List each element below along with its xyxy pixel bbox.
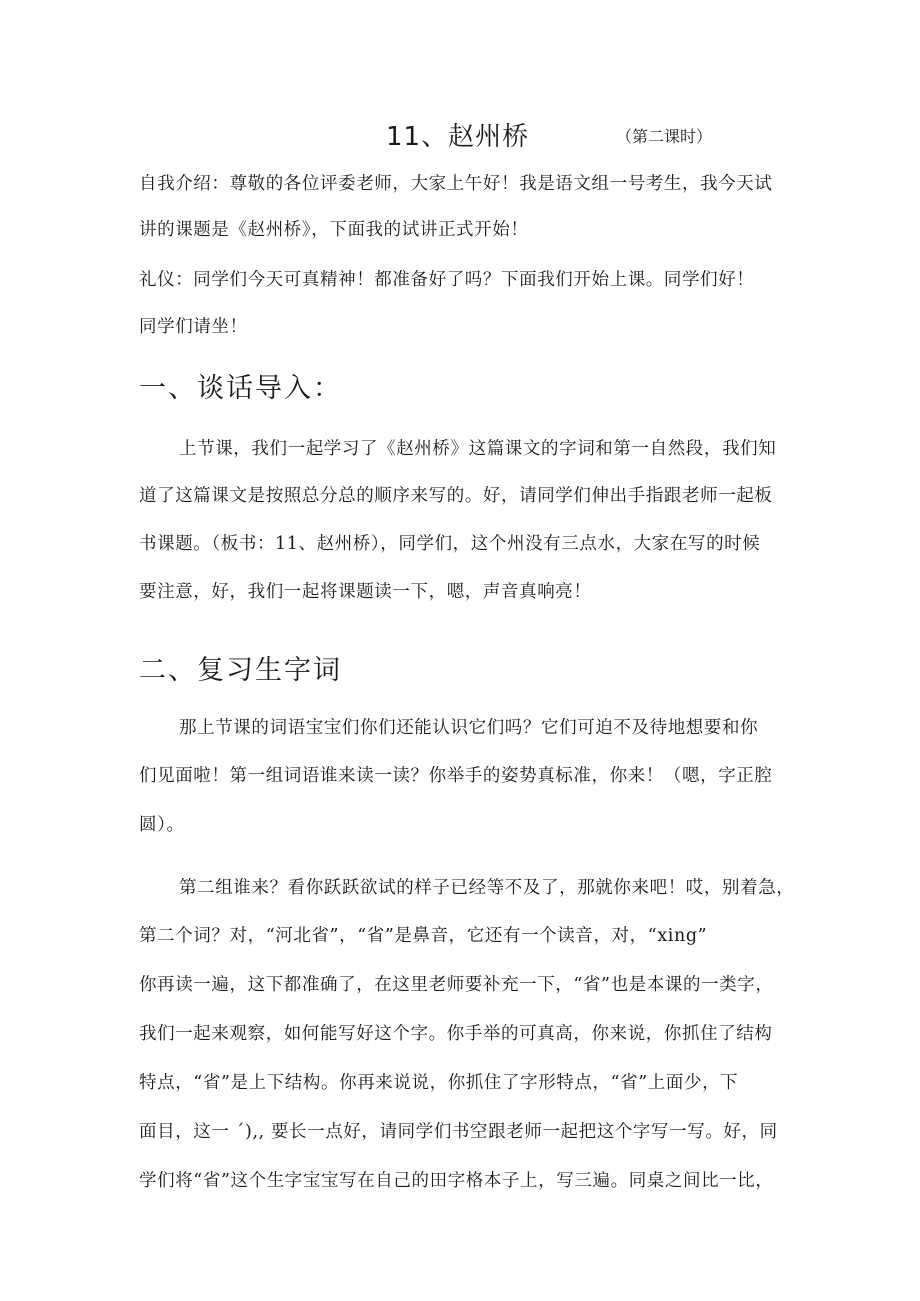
intro-line-2: 讲的课题是《赵州桥》，下面我的试讲正式开始！ (139, 220, 529, 240)
document-title: 11、赵州桥 (386, 122, 530, 152)
section-2-p2-line-5: 特点，“省”是上下结构。你再来说说，你抓住了字形特点，“省”上面少，下 (139, 1073, 739, 1093)
section-1-line-3: 书课题。（板书：11、赵州桥），同学们，这个州没有三点水，大家在写的时候 (139, 534, 761, 554)
intro-line-1: 自我介绍：尊敬的各位评委老师，大家上午好！我是语文组一号考生，我今天试 (139, 174, 773, 194)
etiquette-line-2: 同学们请坐！ (139, 317, 248, 337)
section-2-p2-line-7: 学们将“省”这个生字宝宝写在自己的田字格本子上，写三遍。同桌之间比一比， (139, 1171, 774, 1191)
section-2-p2-line-2: 第二个词？对，“河北省”，“省”是鼻音，它还有一个读音，对，“xing” (139, 926, 708, 946)
etiquette-line-1: 礼仪：同学们今天可真精神！都准备好了吗？下面我们开始上课。同学们好！ (139, 270, 755, 290)
section-2-p2-line-6: 面目，这一 ˊ),, 要长一点好，请同学们书空跟老师一起把这个字写一写。好，同 (139, 1122, 778, 1142)
section-2-p1-line-2: 们见面啦！第一组词语谁来读一读？你举手的姿势真标准，你来！（嗯，字正腔 (139, 766, 773, 786)
section-2-heading: 二、复习生字词 (139, 655, 342, 686)
section-2-p2-line-4: 我们一起来观察，如何能写好这个字。你手举的可真高，你来说，你抓住了结构 (139, 1024, 773, 1044)
title-row (0, 116, 920, 156)
section-2-p2-line-1: 第二组谁来？看你跃跃欲试的样子已经等不及了，那就你来吧！哎，别着急， (179, 878, 795, 898)
section-1-line-2: 道了这篇课文是按照总分总的顺序来写的。好，请同学们伸出手指跟老师一起板 (139, 486, 773, 506)
section-2-p1-line-3: 圆）。 (139, 815, 185, 835)
section-2-p2-line-3: 你再读一遍，这下都准确了，在这里老师要补充一下，“省”也是本课的一类字， (139, 975, 774, 995)
document-subtitle: （第二课时） (616, 127, 713, 146)
section-1-heading: 一、谈话导入： (139, 373, 342, 404)
section-1-line-1: 上节课，我们一起学习了《赵州桥》这篇课文的字词和第一自然段，我们知 (179, 439, 777, 459)
section-2-p1-line-1: 那上节课的词语宝宝们你们还能认识它们吗？它们可迫不及待地想要和你 (179, 718, 759, 738)
section-1-line-4: 要注意，好，我们一起将课题读一下，嗯，声音真响亮！ (139, 582, 592, 602)
